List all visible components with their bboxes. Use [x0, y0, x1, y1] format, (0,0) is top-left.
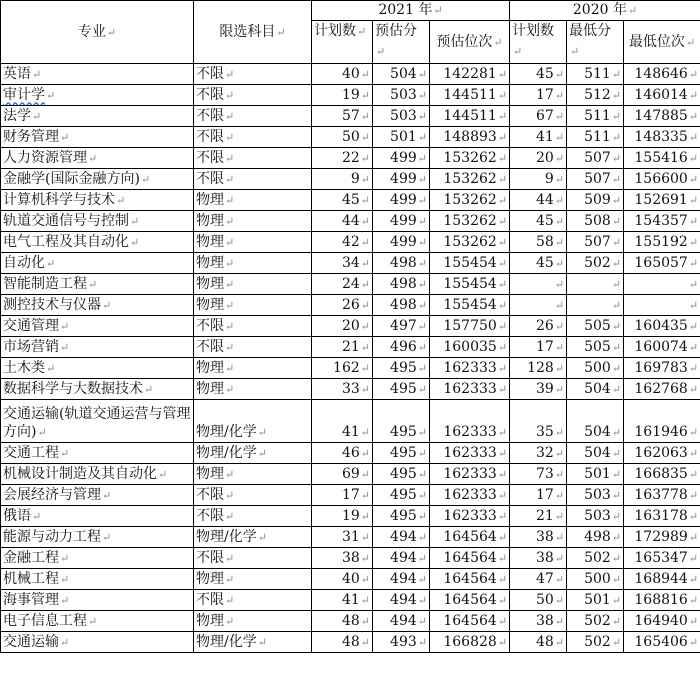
cell-plan-2020: 47↵: [510, 569, 567, 590]
cell-min-rank: 165406↵: [624, 632, 700, 653]
cell-major: 会展经济与管理↵: [1, 485, 194, 506]
cell-min-rank: 163178↵: [624, 506, 700, 527]
cell-min-score: 504↵: [567, 443, 624, 464]
cell-min-rank: 155416↵: [624, 148, 700, 169]
cell-major: 交通工程↵: [1, 443, 194, 464]
cell-plan-2020: ↵: [510, 274, 567, 295]
cell-major: 土木类↵: [1, 358, 194, 379]
cell-est-score: 499↵: [373, 148, 430, 169]
cell-min-rank: 148646↵: [624, 64, 700, 85]
cell-est-rank: 157750↵: [430, 316, 510, 337]
cell-min-score: 507↵: [567, 148, 624, 169]
cell-major: 数据科学与大数据技术↵: [1, 379, 194, 400]
cell-plan-2021: 9↵: [312, 169, 373, 190]
cell-major: 测控技术与仪器↵: [1, 295, 194, 316]
cell-plan-2021: 24↵: [312, 274, 373, 295]
cell-min-score: 498↵: [567, 527, 624, 548]
cell-est-score: 497↵: [373, 316, 430, 337]
table-row: [1, 379, 700, 400]
header-min-rank: 最低位次↵: [624, 21, 700, 64]
cell-subject: 不限↵: [194, 64, 312, 85]
cell-min-rank: 165057↵: [624, 253, 700, 274]
cell-subject: 物理↵: [194, 569, 312, 590]
cell-subject: 物理↵: [194, 379, 312, 400]
cell-major: 人力资源管理↵: [1, 148, 194, 169]
cell-min-rank: 163778↵: [624, 485, 700, 506]
table-row: [1, 127, 700, 148]
cell-est-rank: 162333↵: [430, 506, 510, 527]
table-row: [1, 274, 700, 295]
cell-min-score: 503↵: [567, 506, 624, 527]
cell-plan-2020: 128↵: [510, 358, 567, 379]
cell-plan-2020: 45↵: [510, 211, 567, 232]
cell-est-rank: 153262↵: [430, 211, 510, 232]
cell-plan-2021: 45↵: [312, 190, 373, 211]
cell-est-score: 498↵: [373, 253, 430, 274]
cell-est-rank: 153262↵: [430, 232, 510, 253]
cell-est-score: 494↵: [373, 569, 430, 590]
cell-subject: 物理↵: [194, 190, 312, 211]
cell-min-rank: 155192↵: [624, 232, 700, 253]
cell-est-rank: 162333↵: [430, 443, 510, 464]
cell-plan-2021: 33↵: [312, 379, 373, 400]
table-row: [1, 590, 700, 611]
cell-plan-2021: 38↵: [312, 548, 373, 569]
table-row: [1, 569, 700, 590]
cell-major: 计算机科学与技术↵: [1, 190, 194, 211]
cell-est-score: 496↵: [373, 337, 430, 358]
cell-plan-2021: 19↵: [312, 506, 373, 527]
cell-est-score: 494↵: [373, 527, 430, 548]
cell-est-rank: 155454↵: [430, 253, 510, 274]
cell-est-rank: 164564↵: [430, 548, 510, 569]
cell-subject: 不限↵: [194, 506, 312, 527]
cell-subject: 物理↵: [194, 274, 312, 295]
table-row: [1, 358, 700, 379]
cell-min-score: 501↵: [567, 590, 624, 611]
cell-subject: 不限↵: [194, 590, 312, 611]
cell-subject: 不限↵: [194, 337, 312, 358]
cell-subject: 不限↵: [194, 485, 312, 506]
cell-min-score: 505↵: [567, 316, 624, 337]
cell-est-rank: 144511↵: [430, 106, 510, 127]
cell-est-score: 495↵: [373, 464, 430, 485]
table-row: [1, 527, 700, 548]
cell-major: 海事管理↵: [1, 590, 194, 611]
cell-subject: 不限↵: [194, 148, 312, 169]
cell-min-score: 504↵: [567, 400, 624, 443]
cell-est-rank: 162333↵: [430, 400, 510, 443]
cell-major: 金融工程↵: [1, 548, 194, 569]
cell-subject: 不限↵: [194, 127, 312, 148]
cell-subject: 不限↵: [194, 169, 312, 190]
cell-subject: 物理↵: [194, 211, 312, 232]
cell-min-rank: 148335↵: [624, 127, 700, 148]
table-row: [1, 611, 700, 632]
cell-est-rank: 153262↵: [430, 190, 510, 211]
cell-min-rank: 166835↵: [624, 464, 700, 485]
cell-subject: 物理↵: [194, 232, 312, 253]
cell-plan-2021: 20↵: [312, 316, 373, 337]
cell-plan-2021: 40↵: [312, 64, 373, 85]
cell-est-rank: 144511↵: [430, 85, 510, 106]
header-subject: 限选科目↵: [194, 1, 312, 64]
table-row: [1, 190, 700, 211]
cell-plan-2020: 50↵: [510, 590, 567, 611]
cell-major: 能源与动力工程↵: [1, 527, 194, 548]
table-row: [1, 632, 700, 653]
cell-major: 财务管理↵: [1, 127, 194, 148]
cell-min-rank: 169783↵: [624, 358, 700, 379]
cell-min-rank: 162063↵: [624, 443, 700, 464]
cell-major: 金融学(国际金融方向)↵: [1, 169, 194, 190]
table-row: [1, 169, 700, 190]
cell-min-rank: 160074↵: [624, 337, 700, 358]
cell-min-rank: 162768↵: [624, 379, 700, 400]
cell-subject: 物理↵: [194, 253, 312, 274]
cell-subject: 物理/化学↵: [194, 527, 312, 548]
cell-plan-2020: 38↵: [510, 611, 567, 632]
cell-est-rank: 162333↵: [430, 358, 510, 379]
cell-est-score: 499↵: [373, 190, 430, 211]
cell-major: 市场营销↵: [1, 337, 194, 358]
header-2020: 2020 年↵: [510, 1, 700, 21]
cell-est-rank: 162333↵: [430, 379, 510, 400]
table-row: [1, 85, 700, 106]
table-row: [1, 443, 700, 464]
cell-subject: 不限↵: [194, 316, 312, 337]
cell-major: 法学↵: [1, 106, 194, 127]
cell-est-rank: 162333↵: [430, 464, 510, 485]
cell-plan-2020: 26↵: [510, 316, 567, 337]
cell-plan-2021: 44↵: [312, 211, 373, 232]
cell-est-score: 495↵: [373, 358, 430, 379]
cell-major: 审计学↵: [1, 85, 194, 106]
cell-major: 电气工程及其自动化↵: [1, 232, 194, 253]
header-2021: 2021 年↵: [312, 1, 510, 21]
cell-plan-2021: 22↵: [312, 148, 373, 169]
cell-est-rank: 142281↵: [430, 64, 510, 85]
table-row: [1, 148, 700, 169]
cell-plan-2021: 69↵: [312, 464, 373, 485]
cell-plan-2021: 48↵: [312, 632, 373, 653]
cell-est-rank: 155454↵: [430, 274, 510, 295]
table-row: [1, 106, 700, 127]
cell-major: 交通运输↵: [1, 632, 194, 653]
table-row: [1, 548, 700, 569]
table-row: [1, 337, 700, 358]
cell-plan-2020: 58↵: [510, 232, 567, 253]
cell-est-score: 503↵: [373, 106, 430, 127]
cell-min-score: 502↵: [567, 253, 624, 274]
cell-plan-2020: 17↵: [510, 337, 567, 358]
cell-plan-2020: 48↵: [510, 632, 567, 653]
cell-est-score: 499↵: [373, 169, 430, 190]
cell-min-rank: 154357↵: [624, 211, 700, 232]
table-row: [1, 211, 700, 232]
table-row: [1, 232, 700, 253]
cell-min-score: 500↵: [567, 358, 624, 379]
cell-est-score: 498↵: [373, 295, 430, 316]
cell-min-score: 505↵: [567, 337, 624, 358]
table-row: [1, 400, 700, 443]
cell-est-score: 501↵: [373, 127, 430, 148]
cell-min-rank: ↵: [624, 295, 700, 316]
cell-est-rank: 166828↵: [430, 632, 510, 653]
table-row: [1, 485, 700, 506]
cell-major: 交通运输(轨道交通运营与管理方向)↵: [1, 400, 194, 443]
cell-major: 机械设计制造及其自动化↵: [1, 464, 194, 485]
cell-min-score: ↵: [567, 295, 624, 316]
cell-plan-2020: 38↵: [510, 527, 567, 548]
cell-subject: 物理↵: [194, 358, 312, 379]
cell-plan-2021: 42↵: [312, 232, 373, 253]
cell-min-score: 501↵: [567, 464, 624, 485]
cell-plan-2020: 17↵: [510, 85, 567, 106]
cell-min-score: 504↵: [567, 379, 624, 400]
cell-est-rank: 155454↵: [430, 295, 510, 316]
table-body: [1, 64, 700, 653]
header-plan-2020: 计划数↵: [510, 21, 567, 64]
cell-min-score: 502↵: [567, 611, 624, 632]
header-plan-2021: 计划数↵: [312, 21, 373, 64]
cell-plan-2021: 34↵: [312, 253, 373, 274]
cell-min-score: 503↵: [567, 485, 624, 506]
cell-est-score: 499↵: [373, 211, 430, 232]
cell-plan-2020: 9↵: [510, 169, 567, 190]
table-row: [1, 253, 700, 274]
table-row: [1, 506, 700, 527]
cell-min-score: 508↵: [567, 211, 624, 232]
cell-min-rank: 172989↵: [624, 527, 700, 548]
cell-est-rank: 164564↵: [430, 569, 510, 590]
cell-est-score: 495↵: [373, 485, 430, 506]
cell-min-score: 511↵: [567, 106, 624, 127]
cell-min-rank: ↵: [624, 274, 700, 295]
cell-min-rank: 152691↵: [624, 190, 700, 211]
header-est-score: 预估分↵: [373, 21, 430, 64]
cell-plan-2020: ↵: [510, 295, 567, 316]
cell-plan-2021: 31↵: [312, 527, 373, 548]
cell-plan-2021: 50↵: [312, 127, 373, 148]
cell-est-score: 494↵: [373, 548, 430, 569]
cell-min-rank: 147885↵: [624, 106, 700, 127]
cell-est-score: 495↵: [373, 443, 430, 464]
header-major: 专业↵: [1, 1, 194, 64]
cell-major: 自动化↵: [1, 253, 194, 274]
cell-est-score: 494↵: [373, 611, 430, 632]
cell-min-rank: 168944↵: [624, 569, 700, 590]
cell-plan-2020: 41↵: [510, 127, 567, 148]
header-est-rank: 预估位次↵: [430, 21, 510, 64]
cell-min-rank: 160435↵: [624, 316, 700, 337]
table-row: [1, 295, 700, 316]
cell-major: 交通管理↵: [1, 316, 194, 337]
cell-min-rank: 165347↵: [624, 548, 700, 569]
cell-plan-2021: 40↵: [312, 569, 373, 590]
cell-subject: 不限↵: [194, 548, 312, 569]
cell-min-score: 507↵: [567, 232, 624, 253]
cell-plan-2020: 67↵: [510, 106, 567, 127]
cell-est-rank: 164564↵: [430, 590, 510, 611]
cell-plan-2021: 21↵: [312, 337, 373, 358]
table-row: [1, 64, 700, 85]
cell-min-score: 502↵: [567, 548, 624, 569]
table-row: [1, 464, 700, 485]
cell-major: 俄语↵: [1, 506, 194, 527]
cell-est-rank: 148893↵: [430, 127, 510, 148]
cell-plan-2021: 57↵: [312, 106, 373, 127]
cell-plan-2021: 46↵: [312, 443, 373, 464]
cell-est-score: 499↵: [373, 232, 430, 253]
cell-subject: 物理↵: [194, 295, 312, 316]
cell-est-score: 504↵: [373, 64, 430, 85]
cell-plan-2021: 48↵: [312, 611, 373, 632]
cell-plan-2021: 26↵: [312, 295, 373, 316]
cell-est-score: 495↵: [373, 506, 430, 527]
cell-plan-2020: 38↵: [510, 548, 567, 569]
cell-plan-2020: 35↵: [510, 400, 567, 443]
cell-plan-2021: 41↵: [312, 590, 373, 611]
cell-plan-2020: 32↵: [510, 443, 567, 464]
cell-min-rank: 146014↵: [624, 85, 700, 106]
cell-est-score: 498↵: [373, 274, 430, 295]
cell-plan-2020: 20↵: [510, 148, 567, 169]
cell-min-score: 500↵: [567, 569, 624, 590]
cell-plan-2021: 17↵: [312, 485, 373, 506]
cell-plan-2021: 19↵: [312, 85, 373, 106]
cell-major: 轨道交通信号与控制↵: [1, 211, 194, 232]
cell-major: 英语↵: [1, 64, 194, 85]
cell-subject: 物理/化学↵: [194, 443, 312, 464]
cell-subject: 物理↵: [194, 611, 312, 632]
cell-plan-2020: 21↵: [510, 506, 567, 527]
cell-min-score: 511↵: [567, 127, 624, 148]
cell-est-rank: 164564↵: [430, 611, 510, 632]
cell-plan-2020: 45↵: [510, 64, 567, 85]
cell-min-score: 507↵: [567, 169, 624, 190]
cell-est-rank: 153262↵: [430, 169, 510, 190]
header-min-score: 最低分↵: [567, 21, 624, 64]
cell-min-rank: 156600↵: [624, 169, 700, 190]
cell-est-score: 495↵: [373, 400, 430, 443]
cell-plan-2020: 73↵: [510, 464, 567, 485]
cell-min-score: 509↵: [567, 190, 624, 211]
cell-est-score: 503↵: [373, 85, 430, 106]
cell-est-score: 495↵: [373, 379, 430, 400]
cell-est-rank: 164564↵: [430, 527, 510, 548]
cell-plan-2020: 17↵: [510, 485, 567, 506]
cell-est-rank: 153262↵: [430, 148, 510, 169]
cell-est-score: 493↵: [373, 632, 430, 653]
cell-est-score: 494↵: [373, 590, 430, 611]
cell-plan-2020: 45↵: [510, 253, 567, 274]
cell-min-rank: 164940↵: [624, 611, 700, 632]
cell-major: 智能制造工程↵: [1, 274, 194, 295]
cell-min-rank: 161946↵: [624, 400, 700, 443]
cell-subject: 物理/化学↵: [194, 400, 312, 443]
cell-subject: 物理/化学↵: [194, 632, 312, 653]
cell-min-rank: 168816↵: [624, 590, 700, 611]
cell-min-score: 511↵: [567, 64, 624, 85]
table-row: [1, 316, 700, 337]
cell-min-score: 502↵: [567, 632, 624, 653]
cell-plan-2021: 41↵: [312, 400, 373, 443]
cell-plan-2020: 44↵: [510, 190, 567, 211]
cell-subject: 不限↵: [194, 106, 312, 127]
cell-plan-2020: 39↵: [510, 379, 567, 400]
cell-min-score: 512↵: [567, 85, 624, 106]
cell-subject: 不限↵: [194, 85, 312, 106]
cell-min-score: ↵: [567, 274, 624, 295]
cell-est-rank: 160035↵: [430, 337, 510, 358]
cell-plan-2021: 162↵: [312, 358, 373, 379]
cell-subject: 物理↵: [194, 464, 312, 485]
cell-est-rank: 162333↵: [430, 485, 510, 506]
cell-major: 机械工程↵: [1, 569, 194, 590]
cell-major: 电子信息工程↵: [1, 611, 194, 632]
